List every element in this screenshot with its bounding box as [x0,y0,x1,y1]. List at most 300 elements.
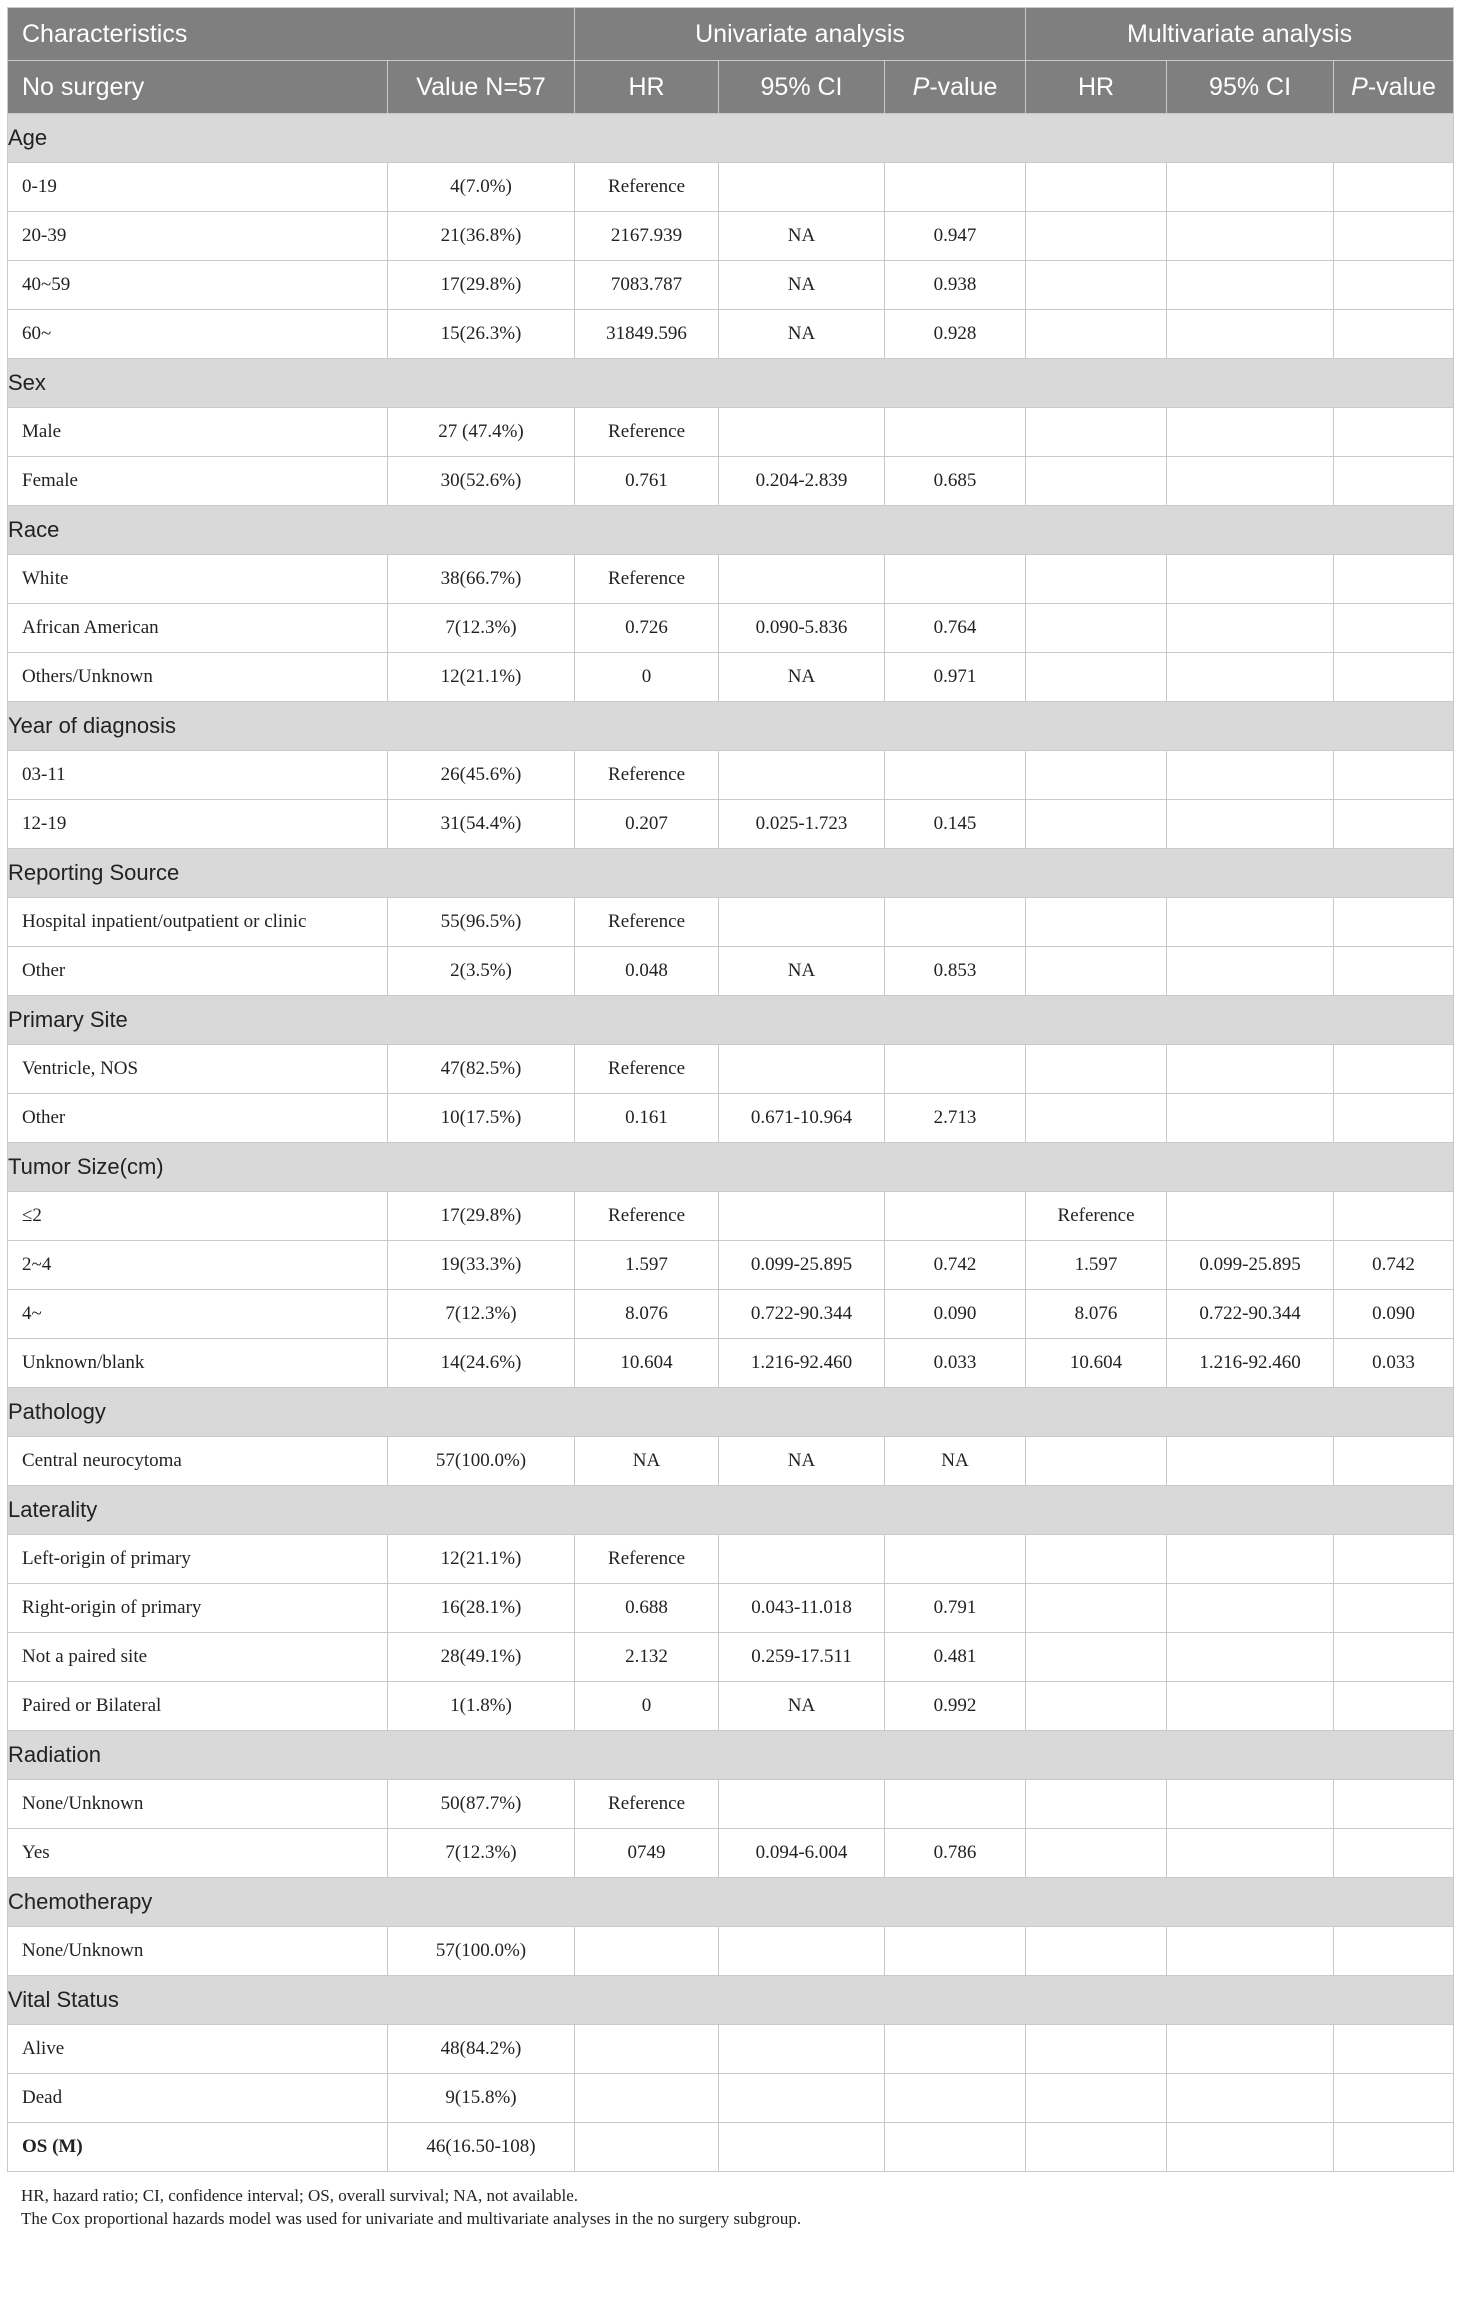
table-row [8,2074,1454,2123]
cell-label: Other [8,947,388,996]
cell-uni-hr: Reference [575,898,719,947]
cell-value: 19(33.3%) [388,1241,575,1290]
table-row [8,555,1454,604]
cell-multi-hr [1026,947,1167,996]
cell-multi-p [1334,2074,1454,2123]
cell-multi-hr [1026,1535,1167,1584]
cell-multi-hr [1026,1437,1167,1486]
table-row [8,898,1454,947]
cell-multi-hr [1026,2025,1167,2074]
cell-value: 7(12.3%) [388,1290,575,1339]
cell-uni-p [885,2074,1026,2123]
table-body [8,114,1454,2172]
p-rest: -value [1367,72,1436,101]
header-multi-ci: 95% CI [1167,61,1334,114]
section-header-row [8,1143,1454,1192]
cell-uni-p [885,2025,1026,2074]
section-header-row [8,1731,1454,1780]
cell-multi-hr [1026,1682,1167,1731]
table-row [8,1780,1454,1829]
cell-uni-hr: Reference [575,1535,719,1584]
table-row [8,653,1454,702]
section-title: Reporting Source [8,849,1454,898]
cell-uni-p: 0.033 [885,1339,1026,1388]
cell-uni-hr: Reference [575,555,719,604]
cell-uni-ci: NA [719,261,885,310]
table-container [7,7,1453,2230]
table-row [8,408,1454,457]
os-cell-uni-hr [575,2123,719,2172]
cell-multi-ci [1167,261,1334,310]
section-header-row [8,702,1454,751]
cell-uni-ci: 0.090-5.836 [719,604,885,653]
cell-value: 21(36.8%) [388,212,575,261]
footnote-abbreviations: HR, hazard ratio; CI, confidence interval; OS, overall survival; NA, not available. [21,2186,579,2205]
cell-uni-hr: Reference [575,408,719,457]
cell-uni-ci [719,555,885,604]
cell-uni-ci: 0.099-25.895 [719,1241,885,1290]
cell-uni-p [885,1192,1026,1241]
table-row [8,212,1454,261]
cell-label: Ventricle, NOS [8,1045,388,1094]
cell-label: White [8,555,388,604]
section-header-row [8,849,1454,898]
cell-uni-hr: 0.688 [575,1584,719,1633]
section-title: Radiation [8,1731,1454,1780]
cell-label: Others/Unknown [8,653,388,702]
cell-value: 12(21.1%) [388,1535,575,1584]
cell-value: 16(28.1%) [388,1584,575,1633]
section-title: Chemotherapy [8,1878,1454,1927]
cell-multi-ci [1167,751,1334,800]
cell-multi-ci: 1.216-92.460 [1167,1339,1334,1388]
cell-uni-hr: 2167.939 [575,212,719,261]
cell-label: Other [8,1094,388,1143]
survival-analysis-table [7,7,1454,2172]
table-row [8,751,1454,800]
cell-uni-ci: 0.671-10.964 [719,1094,885,1143]
cell-multi-ci [1167,2074,1334,2123]
cell-multi-ci [1167,1192,1334,1241]
section-header-row [8,1388,1454,1437]
cell-uni-ci: 0.722-90.344 [719,1290,885,1339]
header-subgroup: No surgery [8,61,388,114]
cell-uni-p [885,898,1026,947]
cell-uni-hr: 0 [575,653,719,702]
cell-value: 28(49.1%) [388,1633,575,1682]
cell-uni-hr: Reference [575,1780,719,1829]
cell-uni-ci [719,1045,885,1094]
table-row [8,2025,1454,2074]
section-title: Year of diagnosis [8,702,1454,751]
section-title: Primary Site [8,996,1454,1045]
cell-uni-ci [719,163,885,212]
os-cell-multi-ci [1167,2123,1334,2172]
cell-uni-hr [575,2074,719,2123]
table-row [8,1927,1454,1976]
cell-multi-p [1334,408,1454,457]
section-header-row [8,359,1454,408]
cell-multi-hr [1026,751,1167,800]
cell-multi-hr: 10.604 [1026,1339,1167,1388]
section-header-row [8,1878,1454,1927]
cell-label: ≤2 [8,1192,388,1241]
cell-label: 40~59 [8,261,388,310]
cell-multi-ci [1167,653,1334,702]
header-multi-hr: HR [1026,61,1167,114]
cell-uni-p: 0.853 [885,947,1026,996]
cell-uni-hr: 2.132 [575,1633,719,1682]
cell-value: 10(17.5%) [388,1094,575,1143]
cell-uni-hr: 0.207 [575,800,719,849]
cell-multi-hr [1026,604,1167,653]
cell-label: 60~ [8,310,388,359]
cell-multi-ci [1167,1535,1334,1584]
cell-value: 12(21.1%) [388,653,575,702]
cell-value: 14(24.6%) [388,1339,575,1388]
cell-multi-p [1334,1045,1454,1094]
cell-uni-p [885,1045,1026,1094]
cell-multi-p [1334,1780,1454,1829]
cell-uni-hr: Reference [575,751,719,800]
table-row [8,1290,1454,1339]
table-row [8,163,1454,212]
os-cell-multi-p [1334,2123,1454,2172]
section-title: Tumor Size(cm) [8,1143,1454,1192]
cell-label: None/Unknown [8,1780,388,1829]
cell-label: None/Unknown [8,1927,388,1976]
cell-multi-ci [1167,1829,1334,1878]
cell-multi-p [1334,555,1454,604]
cell-uni-hr: 0749 [575,1829,719,1878]
cell-uni-p: 0.928 [885,310,1026,359]
cell-uni-hr: 0.161 [575,1094,719,1143]
cell-value: 17(29.8%) [388,1192,575,1241]
cell-uni-ci [719,2074,885,2123]
cell-uni-hr: 7083.787 [575,261,719,310]
cell-uni-hr: NA [575,1437,719,1486]
cell-label: Not a paired site [8,1633,388,1682]
cell-multi-hr [1026,1094,1167,1143]
cell-label: 0-19 [8,163,388,212]
cell-value: 17(29.8%) [388,261,575,310]
cell-multi-ci [1167,2025,1334,2074]
table-row [8,1437,1454,1486]
cell-multi-hr [1026,1045,1167,1094]
cell-uni-hr: 8.076 [575,1290,719,1339]
os-cell-uni-ci [719,2123,885,2172]
table-row [8,1829,1454,1878]
cell-uni-ci: NA [719,653,885,702]
cell-label: Alive [8,2025,388,2074]
cell-multi-ci [1167,408,1334,457]
cell-uni-hr: 31849.596 [575,310,719,359]
cell-label: Female [8,457,388,506]
cell-multi-hr [1026,1927,1167,1976]
cell-multi-p [1334,310,1454,359]
cell-uni-p: 0.947 [885,212,1026,261]
cell-value: 48(84.2%) [388,2025,575,2074]
cell-multi-p [1334,1584,1454,1633]
cell-uni-ci [719,1927,885,1976]
cell-label: 20-39 [8,212,388,261]
cell-multi-hr [1026,457,1167,506]
cell-uni-p [885,163,1026,212]
os-cell-uni-p [885,2123,1026,2172]
cell-multi-p [1334,947,1454,996]
table-row [8,1045,1454,1094]
cell-multi-p [1334,1829,1454,1878]
table-row [8,1535,1454,1584]
section-header-row [8,114,1454,163]
section-header-row [8,996,1454,1045]
table-row [8,800,1454,849]
cell-value: 50(87.7%) [388,1780,575,1829]
os-cell-multi-hr [1026,2123,1167,2172]
cell-uni-ci [719,1192,885,1241]
cell-uni-p [885,1535,1026,1584]
cell-multi-hr [1026,1633,1167,1682]
cell-uni-ci: NA [719,1437,885,1486]
cell-uni-ci: NA [719,212,885,261]
cell-uni-ci: 0.204-2.839 [719,457,885,506]
cell-label: Unknown/blank [8,1339,388,1388]
header-row-2 [8,61,1454,114]
cell-multi-p [1334,1633,1454,1682]
p-italic: P [1351,72,1368,101]
cell-multi-p [1334,1192,1454,1241]
header-multivariate: Multivariate analysis [1026,8,1454,61]
cell-multi-hr [1026,261,1167,310]
table-row [8,1241,1454,1290]
cell-multi-ci [1167,1633,1334,1682]
cell-label: Right-origin of primary [8,1584,388,1633]
cell-value: 47(82.5%) [388,1045,575,1094]
cell-multi-hr [1026,2074,1167,2123]
table-row [8,1339,1454,1388]
cell-uni-ci [719,2025,885,2074]
cell-multi-hr: 1.597 [1026,1241,1167,1290]
cell-uni-hr: 0.761 [575,457,719,506]
cell-value: 31(54.4%) [388,800,575,849]
table-row [8,457,1454,506]
cell-uni-ci [719,751,885,800]
cell-multi-p [1334,653,1454,702]
cell-multi-ci [1167,947,1334,996]
cell-value: 57(100.0%) [388,1437,575,1486]
cell-multi-hr: Reference [1026,1192,1167,1241]
p-italic: P [912,72,930,101]
cell-multi-hr [1026,1584,1167,1633]
cell-multi-hr [1026,1829,1167,1878]
cell-label: Central neurocytoma [8,1437,388,1486]
cell-label: Left-origin of primary [8,1535,388,1584]
header-uni-hr: HR [575,61,719,114]
cell-multi-p [1334,212,1454,261]
cell-multi-hr [1026,212,1167,261]
section-header-row [8,506,1454,555]
cell-multi-hr [1026,800,1167,849]
p-rest: -value [929,72,998,101]
section-title: Laterality [8,1486,1454,1535]
cell-multi-ci [1167,1437,1334,1486]
cell-uni-p: 0.786 [885,1829,1026,1878]
cell-multi-ci [1167,1780,1334,1829]
cell-uni-hr: Reference [575,163,719,212]
cell-uni-hr: 0 [575,1682,719,1731]
cell-label: 03-11 [8,751,388,800]
cell-uni-p: 0.938 [885,261,1026,310]
cell-multi-ci [1167,1584,1334,1633]
cell-value: 2(3.5%) [388,947,575,996]
cell-multi-ci [1167,604,1334,653]
cell-value: 7(12.3%) [388,1829,575,1878]
cell-value: 27 (47.4%) [388,408,575,457]
cell-uni-ci: 0.025-1.723 [719,800,885,849]
cell-multi-p [1334,1927,1454,1976]
cell-uni-hr: Reference [575,1192,719,1241]
cell-multi-p [1334,800,1454,849]
cell-value: 30(52.6%) [388,457,575,506]
cell-multi-p: 0.742 [1334,1241,1454,1290]
cell-uni-p: 2.713 [885,1094,1026,1143]
cell-multi-p [1334,261,1454,310]
cell-multi-hr [1026,653,1167,702]
cell-multi-ci [1167,310,1334,359]
cell-multi-p [1334,898,1454,947]
cell-uni-ci: NA [719,947,885,996]
cell-uni-ci [719,408,885,457]
cell-multi-ci: 0.722-90.344 [1167,1290,1334,1339]
cell-uni-hr: 1.597 [575,1241,719,1290]
cell-value: 7(12.3%) [388,604,575,653]
cell-multi-hr [1026,310,1167,359]
cell-value: 57(100.0%) [388,1927,575,1976]
cell-uni-p: 0.481 [885,1633,1026,1682]
cell-multi-p [1334,1535,1454,1584]
cell-uni-p [885,555,1026,604]
section-header-row [8,1976,1454,2025]
header-characteristics: Characteristics [8,8,575,61]
cell-uni-ci: 0.043-11.018 [719,1584,885,1633]
table-row [8,1682,1454,1731]
cell-uni-ci: NA [719,310,885,359]
cell-uni-ci: 0.094-6.004 [719,1829,885,1878]
cell-uni-hr: Reference [575,1045,719,1094]
cell-multi-p [1334,1437,1454,1486]
cell-uni-hr [575,1927,719,1976]
cell-uni-p [885,408,1026,457]
cell-multi-p [1334,457,1454,506]
cell-multi-ci [1167,555,1334,604]
cell-multi-ci [1167,163,1334,212]
cell-multi-ci [1167,1927,1334,1976]
header-multi-p [1334,61,1454,114]
cell-multi-ci [1167,1682,1334,1731]
cell-multi-ci: 0.099-25.895 [1167,1241,1334,1290]
header-value: Value N=57 [388,61,575,114]
cell-multi-hr [1026,163,1167,212]
cell-label: 12-19 [8,800,388,849]
table-row [8,1584,1454,1633]
cell-multi-ci [1167,898,1334,947]
cell-multi-p [1334,1094,1454,1143]
cell-uni-p: 0.764 [885,604,1026,653]
cell-uni-ci [719,1535,885,1584]
cell-uni-hr: 10.604 [575,1339,719,1388]
table-row [8,310,1454,359]
cell-multi-p [1334,604,1454,653]
header-univariate: Univariate analysis [575,8,1026,61]
header-uni-p [885,61,1026,114]
cell-multi-ci [1167,457,1334,506]
cell-label: Yes [8,1829,388,1878]
cell-uni-p: 0.090 [885,1290,1026,1339]
cell-multi-ci [1167,212,1334,261]
cell-label: Hospital inpatient/outpatient or clinic [8,898,388,947]
footnote-method: The Cox proportional hazards model was used for univariate and multivariate analyses in the no surgery subgroup. [21,2209,802,2228]
cell-value: 55(96.5%) [388,898,575,947]
cell-uni-ci: 0.259-17.511 [719,1633,885,1682]
section-title: Vital Status [8,1976,1454,2025]
os-cell-label: OS (M) [8,2123,388,2172]
cell-uni-p [885,1780,1026,1829]
cell-multi-ci [1167,800,1334,849]
section-title: Sex [8,359,1454,408]
cell-multi-hr [1026,555,1167,604]
cell-label: 2~4 [8,1241,388,1290]
cell-label: Male [8,408,388,457]
cell-uni-ci [719,1780,885,1829]
cell-value: 26(45.6%) [388,751,575,800]
cell-value: 9(15.8%) [388,2074,575,2123]
cell-multi-ci [1167,1094,1334,1143]
cell-value: 4(7.0%) [388,163,575,212]
cell-uni-p: 0.791 [885,1584,1026,1633]
cell-multi-p: 0.033 [1334,1339,1454,1388]
cell-multi-hr [1026,408,1167,457]
cell-uni-p: 0.992 [885,1682,1026,1731]
cell-label: Paired or Bilateral [8,1682,388,1731]
cell-uni-hr: 0.726 [575,604,719,653]
cell-uni-p: NA [885,1437,1026,1486]
table-row [8,947,1454,996]
cell-multi-hr [1026,1780,1167,1829]
cell-multi-p [1334,751,1454,800]
cell-multi-hr: 8.076 [1026,1290,1167,1339]
cell-multi-p [1334,163,1454,212]
cell-uni-hr: 0.048 [575,947,719,996]
cell-multi-ci [1167,1045,1334,1094]
section-header-row [8,1486,1454,1535]
cell-uni-p [885,751,1026,800]
cell-label: African American [8,604,388,653]
header-row-1 [8,8,1454,61]
cell-uni-p: 0.145 [885,800,1026,849]
cell-uni-p: 0.971 [885,653,1026,702]
cell-uni-p [885,1927,1026,1976]
cell-multi-p [1334,2025,1454,2074]
cell-value: 15(26.3%) [388,310,575,359]
cell-multi-p [1334,1682,1454,1731]
cell-multi-p: 0.090 [1334,1290,1454,1339]
cell-label: Dead [8,2074,388,2123]
header-uni-ci: 95% CI [719,61,885,114]
os-cell-value: 46(16.50-108) [388,2123,575,2172]
cell-uni-p: 0.742 [885,1241,1026,1290]
table-row [8,261,1454,310]
table-row [8,1633,1454,1682]
